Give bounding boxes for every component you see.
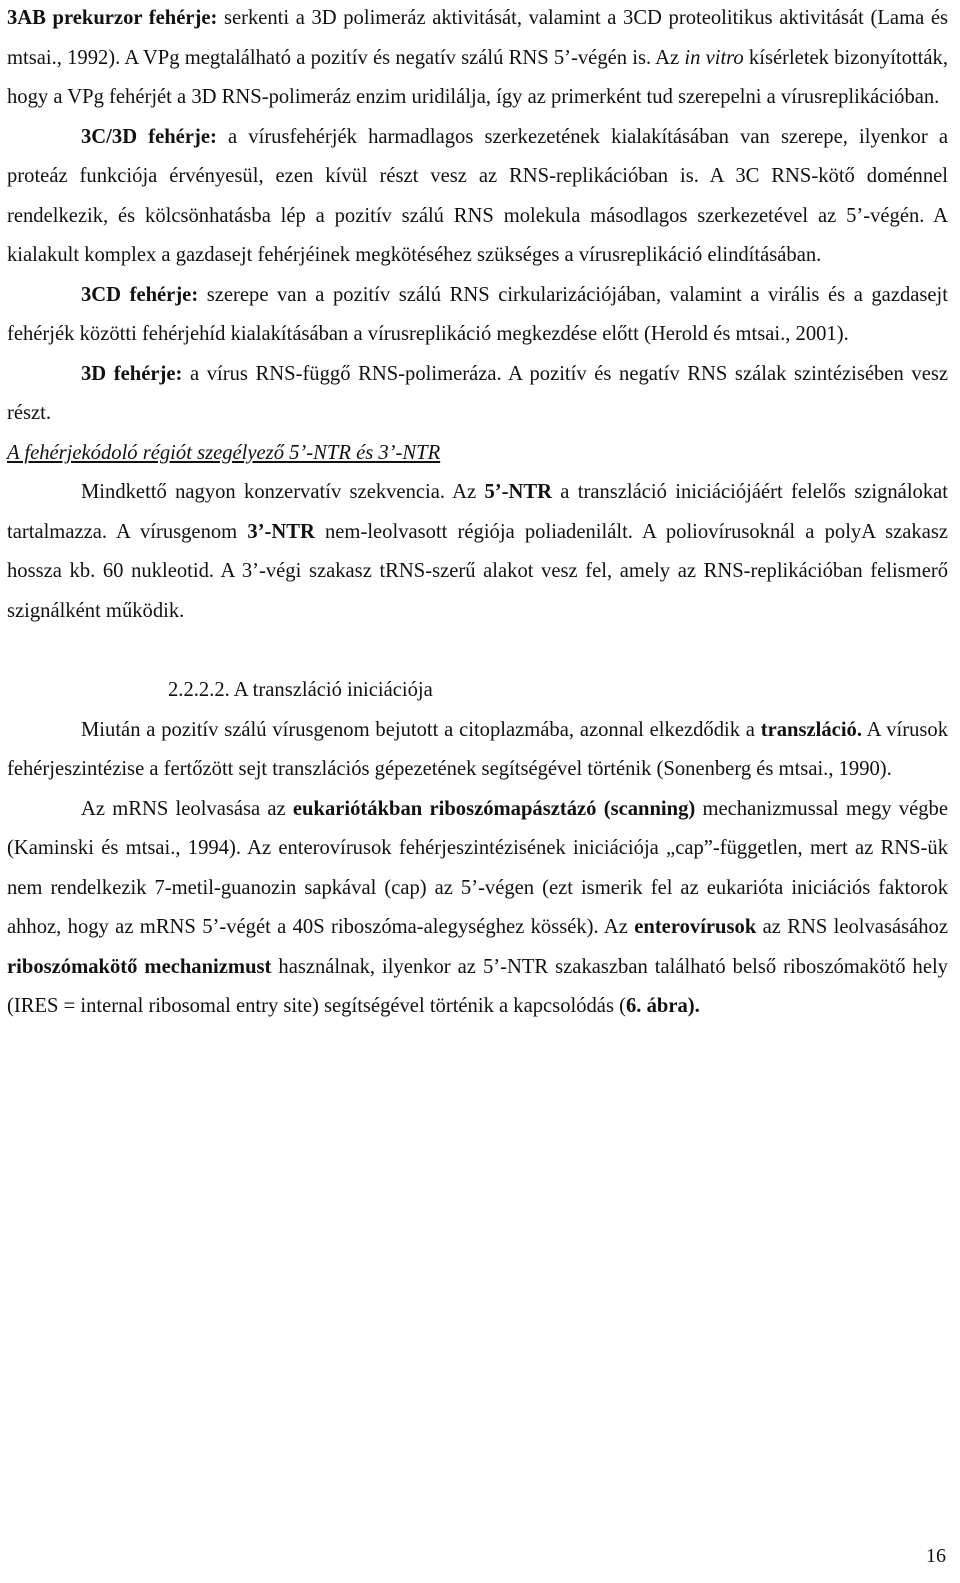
text-span: mechanizmussal megy végbe (Kaminski és mtsai., 1994). Az enterovírusok fehérjeszintézisének iniciációja „cap”-független, mert az RNS-ük nem rendelkezik 7-metil-guanozin sapkával (cap) az 5’-végen (ezt ismerik fel az eukarióta iniciációs faktorok ahhoz, hogy az mRNS 5’-végét a 40S riboszóma-alegységhez kössék). Az	[7, 797, 948, 938]
paragraph-3ab	[7, 0, 948, 118]
text-span: kísérletek bizonyították, hogy a VPg fehérjét a 3D RNS-polimeráz enzim uridilálja, így az primerként tud szerepelni a vírusreplikációban.	[7, 46, 948, 108]
document-page	[7, 0, 948, 1027]
paragraph-translation	[7, 711, 948, 790]
section-heading: 2.2.2.2. A transzláció iniciációja	[168, 679, 433, 701]
text-span: szerepe van a pozitív szálú RNS cirkularizációjában, valamint a virális és a gazdasejt fehérjék közötti fehérjehíd kialakításában a vírusreplikáció megkezdése előtt (Herold és mtsai., 2001).	[7, 283, 948, 345]
text-span: Miután a pozitív szálú vírusgenom bejutott a citoplazmába, azonnal elkezdődik a	[81, 718, 761, 741]
ntr-subheading: A fehérjekódoló régiót szegélyező 5’-NTR és 3’-NTR	[7, 441, 441, 464]
term-enterovirusok: enterovírusok	[634, 916, 757, 938]
term-3ntr: 3’-NTR	[247, 520, 315, 543]
text-span: a transzláció iniciációjáért felelős szignálokat tartalmazza. A vírusgenom	[7, 481, 948, 543]
text-span: A vírusok fehérjeszintézise a fertőzött sejt transzlációs gépezetének segítségével történik (Sonenberg és mtsai., 1990).	[7, 718, 948, 780]
paragraph-3d	[7, 355, 948, 434]
term-3cd: 3CD fehérje:	[81, 283, 199, 306]
paragraph-3cd	[7, 276, 948, 355]
term-3ab: 3AB prekurzor fehérje:	[7, 7, 218, 29]
page-number: 16	[926, 1545, 946, 1567]
text-span: az RNS leolvasásához	[756, 916, 948, 938]
figure-reference: 6. ábra).	[625, 995, 700, 1017]
term-riboszomakoto: riboszómakötő mechanizmust	[7, 955, 272, 978]
paragraph-ntr	[7, 473, 948, 631]
paragraph-3c3d	[7, 118, 948, 276]
term-scanning: eukariótákban riboszómapásztázó (scanning)	[292, 797, 696, 820]
text-span: használnak, ilyenkor az 5’-NTR szakaszban található belső riboszómakötő hely (IRES = internal ribosomal entry site) segítségével történik a kapcsolódás (	[7, 955, 948, 1017]
text-span: a vírusfehérjék harmadlagos szerkezetének kialakításában van szerepe, ilyenkor a proteáz funkciója érvényesül, ezen kívül részt vesz az RNS-replikációban is. A 3C RNS-kötő doménnel rendelkezik, és kölcsönhatásba lép a pozitív szálú RNS molekula másodlagos szerkezetével az 5’-végén. A kialakult komplex a gazdasejt fehérjéinek megkötéséhez szükséges a vírusreplikáció elindításában.	[7, 125, 948, 266]
text-span: serkenti a 3D polimeráz aktivitását, valamint a 3CD proteolitikus aktivitását (Lama és mtsai., 1992). A VPg megtalálható a pozitív és negatív szálú RNS 5’-végén is. Az	[7, 7, 948, 69]
section-spacer	[7, 631, 948, 671]
term-5ntr: 5’-NTR	[484, 481, 552, 503]
text-span: nem-leolvasott régiója poliadenilált. A poliovírusoknál a polyA szakasz hossza kb. 60 nukleotid. A 3’-végi szakasz tRNS-szerű alakot vesz fel, amely az RNS-replikációban felismerő szignálként működik.	[7, 520, 948, 622]
in-vitro-term: in vitro	[684, 46, 744, 69]
term-3d: 3D fehérje:	[81, 362, 183, 385]
term-3c3d: 3C/3D fehérje:	[81, 125, 217, 148]
text-span: Mindkettő nagyon konzervatív szekvencia. Az	[81, 481, 485, 503]
paragraph-mrna	[7, 790, 948, 1027]
text-span: a vírus RNS-függő RNS-polimeráza. A pozitív és negatív RNS szálak szintézisében vesz részt.	[7, 362, 948, 424]
text-span: Az mRNS leolvasása az	[81, 797, 293, 820]
term-transzlacio: transzláció.	[760, 718, 862, 741]
